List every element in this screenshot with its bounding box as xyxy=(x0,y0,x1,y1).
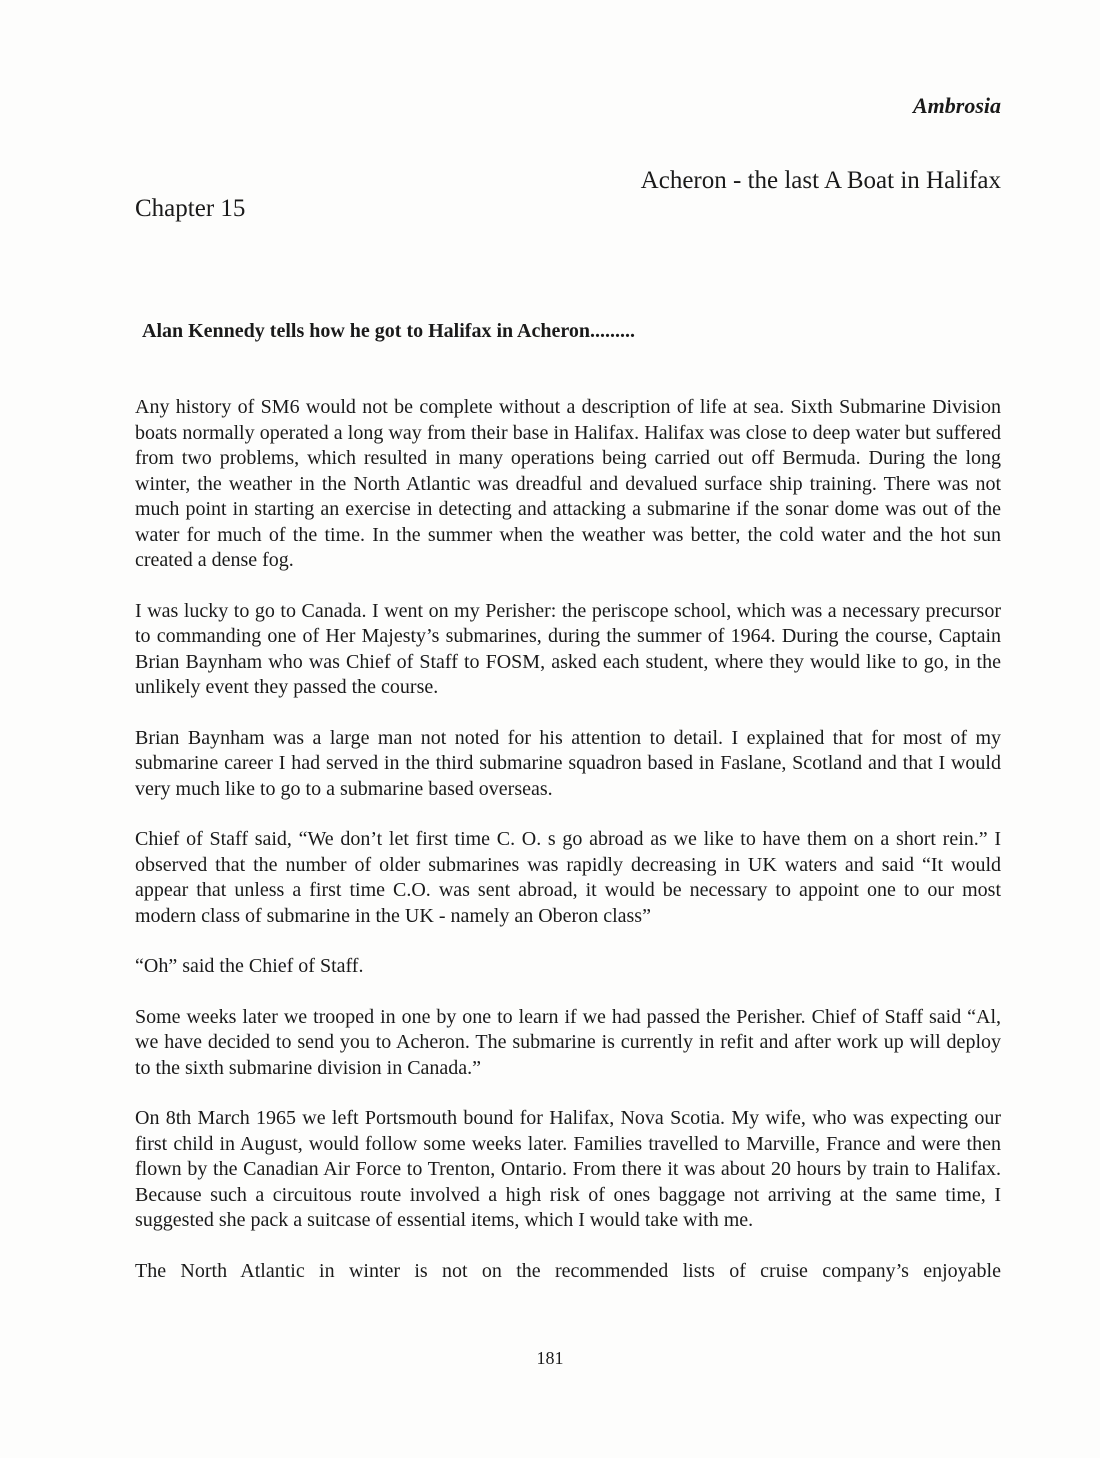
paragraph: “Oh” said the Chief of Staff. xyxy=(135,955,364,977)
paragraph: Any history of SM6 would not be complete without a description of life at sea. Sixth Submarine Division boats normally operated a long way from their base in Halifax. Halifax was close to deep water but suffered from two problems, which resulted in many operations being carried out off Bermuda. During the long winter, the weather in the North Atlantic was dreadful and devalued surface ship training. There was not much point in starting an exercise in detecting and attacking a submarine if the sonar dome was out of the water for much of the time. In the summer when the weather was better, the cold water and the hot sun created a dense fog. xyxy=(135,396,1001,571)
chapter-subtitle: Acheron - the last A Boat in Halifax xyxy=(640,167,1001,194)
paragraph: On 8th March 1965 we left Portsmouth bound for Halifax, Nova Scotia. My wife, who was expecting our first child in August, would follow some weeks later. Families travelled to Marville, France and were then flown by the Canadian Air Force to Trenton, Ontario. From there it was about 20 hours by train to Halifax. Because such a circuitous route involved a high risk of ones baggage not arriving at the same time, I suggested she pack a suitcase of essential items, which I would take with me. xyxy=(135,1107,1001,1231)
chapter-number: Chapter 15 xyxy=(135,195,246,222)
paragraph: Brian Baynham was a large man not noted for his attention to detail. I explained that for most of my submarine career I had served in the third submarine squadron based in Faslane, Scotland and that I would very much like to go to a submarine based overseas. xyxy=(135,726,1001,800)
paragraph: The North Atlantic in winter is not on the recommended lists of cruise company’s enjoyable xyxy=(135,1259,1001,1282)
paragraph: I was lucky to go to Canada. I went on my Perisher: the periscope school, which was a necessary precursor to commanding one of Her Majesty’s submarines, during the summer of 1964. During the course, Captain Brian Baynham who was Chief of Staff to FOSM, asked each student, where they would like to go, in the unlikely event they passed the course. xyxy=(135,599,1001,698)
paragraph: Chief of Staff said, “We don’t let first time C. O. s go abroad as we like to have them on a short rein.” I observed that the number of older submarines was rapidly decreasing in UK waters and said “It would appear that unless a first time C.O. was sent abroad, it would be necessary to appoint one to our most modern class of submarine in the UK - namely an Oberon class” xyxy=(135,828,1001,927)
page-number: 181 xyxy=(536,1348,564,1368)
running-title: Ambrosia xyxy=(912,93,1001,118)
paragraph: Some weeks later we trooped in one by one to learn if we had passed the Perisher. Chief of Staff said “Al, we have decided to send you to Acheron. The submarine is currently in refit and after work up will deploy to the sixth submarine division in Canada.” xyxy=(135,1005,1001,1079)
body-text xyxy=(135,395,1001,1284)
section-heading: Alan Kennedy tells how he got to Halifax in Acheron......... xyxy=(142,320,635,342)
